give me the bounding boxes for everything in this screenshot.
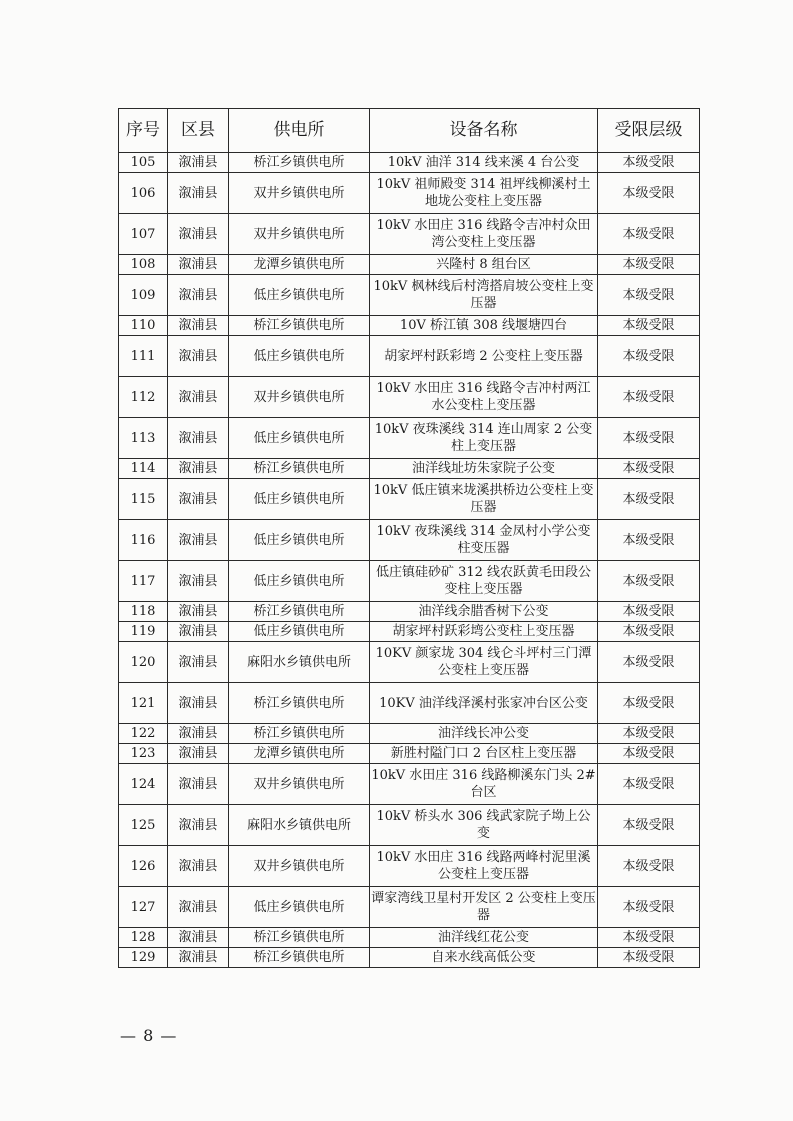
cell-county: 溆浦县: [168, 336, 229, 377]
cell-device: 自来水线高低公变: [370, 948, 598, 968]
cell-county: 溆浦县: [168, 418, 229, 459]
cell-county: 溆浦县: [168, 275, 229, 316]
cell-no: 128: [119, 928, 168, 948]
cell-county: 溆浦县: [168, 255, 229, 275]
table-row: [119, 173, 700, 214]
cell-station: 龙潭乡镇供电所: [229, 255, 370, 275]
cell-station: 低庄乡镇供电所: [229, 479, 370, 520]
cell-device: 低庄镇硅砂矿 312 线农跃黄毛田段公变柱上变压器: [370, 561, 598, 602]
cell-device: 油洋线红花公变: [370, 928, 598, 948]
cell-device: 胡家坪村跃彩塆公变柱上变压器: [370, 622, 598, 642]
cell-county: 溆浦县: [168, 928, 229, 948]
cell-station: 双井乡镇供电所: [229, 377, 370, 418]
table-row: [119, 724, 700, 744]
cell-station: 低庄乡镇供电所: [229, 418, 370, 459]
table-row: [119, 642, 700, 683]
cell-county: 溆浦县: [168, 948, 229, 968]
cell-no: 119: [119, 622, 168, 642]
cell-station: 龙潭乡镇供电所: [229, 744, 370, 764]
table-row: [119, 255, 700, 275]
cell-level: 本级受限: [598, 764, 700, 805]
cell-county: 溆浦县: [168, 153, 229, 173]
cell-county: 溆浦县: [168, 173, 229, 214]
cell-level: 本级受限: [598, 683, 700, 724]
cell-no: 115: [119, 479, 168, 520]
cell-county: 溆浦县: [168, 214, 229, 255]
cell-county: 溆浦县: [168, 561, 229, 602]
cell-no: 120: [119, 642, 168, 683]
cell-level: 本级受限: [598, 316, 700, 336]
cell-level: 本级受限: [598, 622, 700, 642]
cell-station: 桥江乡镇供电所: [229, 724, 370, 744]
cell-device: 10kV 祖师殿变 314 祖坪线柳溪村土地垅公变柱上变压器: [370, 173, 598, 214]
cell-level: 本级受限: [598, 928, 700, 948]
cell-device: 10kV 油洋 314 线来溪 4 台公变: [370, 153, 598, 173]
cell-level: 本级受限: [598, 275, 700, 316]
cell-device: 10KV 颜家垅 304 线仑斗坪村三门潭公变柱上变压器: [370, 642, 598, 683]
table-row: [119, 744, 700, 764]
cell-county: 溆浦县: [168, 805, 229, 846]
cell-device: 10kV 夜珠溪线 314 连山周家 2 公变柱上变压器: [370, 418, 598, 459]
cell-no: 117: [119, 561, 168, 602]
cell-no: 109: [119, 275, 168, 316]
cell-station: 桥江乡镇供电所: [229, 683, 370, 724]
cell-no: 113: [119, 418, 168, 459]
cell-station: 双井乡镇供电所: [229, 846, 370, 887]
cell-station: 低庄乡镇供电所: [229, 622, 370, 642]
cell-no: 118: [119, 602, 168, 622]
header-level: 受限层级: [598, 109, 700, 153]
cell-county: 溆浦县: [168, 764, 229, 805]
cell-no: 121: [119, 683, 168, 724]
cell-station: 桥江乡镇供电所: [229, 153, 370, 173]
cell-device: 10kV 水田庄 316 线路两峰村泥里溪公变柱上变压器: [370, 846, 598, 887]
table-row: [119, 418, 700, 459]
cell-county: 溆浦县: [168, 479, 229, 520]
cell-no: 107: [119, 214, 168, 255]
table-body: [119, 153, 700, 968]
cell-county: 溆浦县: [168, 744, 229, 764]
table-row: [119, 275, 700, 316]
cell-level: 本级受限: [598, 336, 700, 377]
table-row: [119, 214, 700, 255]
cell-no: 129: [119, 948, 168, 968]
table-row: [119, 764, 700, 805]
table-row: [119, 948, 700, 968]
cell-level: 本级受限: [598, 479, 700, 520]
cell-station: 双井乡镇供电所: [229, 173, 370, 214]
cell-level: 本级受限: [598, 418, 700, 459]
cell-level: 本级受限: [598, 173, 700, 214]
cell-level: 本级受限: [598, 459, 700, 479]
table-row: [119, 805, 700, 846]
cell-level: 本级受限: [598, 642, 700, 683]
cell-no: 125: [119, 805, 168, 846]
cell-device: 10kV 桥头水 306 线武家院子坳上公变: [370, 805, 598, 846]
cell-device: 10kV 水田庄 316 线路令吉冲村两江水公变柱上变压器: [370, 377, 598, 418]
cell-no: 124: [119, 764, 168, 805]
table-row: [119, 459, 700, 479]
cell-station: 低庄乡镇供电所: [229, 887, 370, 928]
cell-no: 110: [119, 316, 168, 336]
cell-station: 桥江乡镇供电所: [229, 316, 370, 336]
table-row: [119, 153, 700, 173]
cell-county: 溆浦县: [168, 887, 229, 928]
cell-county: 溆浦县: [168, 520, 229, 561]
cell-no: 114: [119, 459, 168, 479]
cell-level: 本级受限: [598, 724, 700, 744]
cell-device: 胡家坪村跃彩塆 2 公变柱上变压器: [370, 336, 598, 377]
header-county: 区县: [168, 109, 229, 153]
cell-device: 10kV 水田庄 316 线路柳溪东门头 2#台区: [370, 764, 598, 805]
cell-device: 10V 桥江镇 308 线堰塘四台: [370, 316, 598, 336]
cell-no: 127: [119, 887, 168, 928]
cell-station: 桥江乡镇供电所: [229, 459, 370, 479]
cell-station: 双井乡镇供电所: [229, 214, 370, 255]
cell-device: 油洋线余腊香树下公变: [370, 602, 598, 622]
cell-level: 本级受限: [598, 377, 700, 418]
cell-device: 兴隆村 8 组台区: [370, 255, 598, 275]
header-device: 设备名称: [370, 109, 598, 153]
restriction-table: [118, 108, 700, 968]
table-row: [119, 683, 700, 724]
table-row: [119, 846, 700, 887]
cell-no: 123: [119, 744, 168, 764]
cell-level: 本级受限: [598, 602, 700, 622]
cell-device: 10kV 水田庄 316 线路令吉冲村众田湾公变柱上变压器: [370, 214, 598, 255]
table-row: [119, 887, 700, 928]
cell-device: 油洋线长冲公变: [370, 724, 598, 744]
cell-level: 本级受限: [598, 846, 700, 887]
cell-level: 本级受限: [598, 744, 700, 764]
cell-county: 溆浦县: [168, 622, 229, 642]
cell-no: 108: [119, 255, 168, 275]
table-row: [119, 377, 700, 418]
cell-station: 低庄乡镇供电所: [229, 561, 370, 602]
table-row: [119, 316, 700, 336]
cell-county: 溆浦县: [168, 724, 229, 744]
cell-device: 10kV 夜珠溪线 314 金凤村小学公变柱变压器: [370, 520, 598, 561]
cell-level: 本级受限: [598, 805, 700, 846]
cell-no: 111: [119, 336, 168, 377]
cell-station: 低庄乡镇供电所: [229, 336, 370, 377]
cell-device: 油洋线址坊朱家院子公变: [370, 459, 598, 479]
cell-county: 溆浦县: [168, 642, 229, 683]
cell-county: 溆浦县: [168, 459, 229, 479]
cell-station: 桥江乡镇供电所: [229, 948, 370, 968]
table-row: [119, 479, 700, 520]
cell-device: 新胜村隘门口 2 台区柱上变压器: [370, 744, 598, 764]
cell-station: 麻阳水乡镇供电所: [229, 642, 370, 683]
table-row: [119, 561, 700, 602]
cell-no: 112: [119, 377, 168, 418]
cell-level: 本级受限: [598, 255, 700, 275]
header-no: 序号: [119, 109, 168, 153]
cell-device: 10kV 枫林线后村湾搭肩坡公变柱上变压器: [370, 275, 598, 316]
cell-county: 溆浦县: [168, 683, 229, 724]
page-number: — 8 —: [120, 1026, 178, 1045]
cell-no: 126: [119, 846, 168, 887]
cell-station: 桥江乡镇供电所: [229, 602, 370, 622]
cell-level: 本级受限: [598, 153, 700, 173]
table-row: [119, 928, 700, 948]
cell-no: 122: [119, 724, 168, 744]
cell-level: 本级受限: [598, 520, 700, 561]
cell-level: 本级受限: [598, 214, 700, 255]
cell-county: 溆浦县: [168, 316, 229, 336]
table-row: [119, 520, 700, 561]
table-row: [119, 336, 700, 377]
table-row: [119, 602, 700, 622]
cell-level: 本级受限: [598, 948, 700, 968]
cell-no: 105: [119, 153, 168, 173]
cell-station: 桥江乡镇供电所: [229, 928, 370, 948]
cell-station: 麻阳水乡镇供电所: [229, 805, 370, 846]
cell-county: 溆浦县: [168, 602, 229, 622]
cell-device: 10KV 油洋线泽溪村张家冲台区公变: [370, 683, 598, 724]
table-row: [119, 622, 700, 642]
cell-no: 116: [119, 520, 168, 561]
cell-level: 本级受限: [598, 887, 700, 928]
cell-station: 低庄乡镇供电所: [229, 520, 370, 561]
cell-station: 双井乡镇供电所: [229, 764, 370, 805]
cell-station: 低庄乡镇供电所: [229, 275, 370, 316]
cell-device: 10kV 低庄镇来垅溪拱桥边公变柱上变压器: [370, 479, 598, 520]
header-station: 供电所: [229, 109, 370, 153]
cell-no: 106: [119, 173, 168, 214]
cell-county: 溆浦县: [168, 377, 229, 418]
table-header-row: [119, 109, 700, 153]
cell-level: 本级受限: [598, 561, 700, 602]
cell-device: 谭家湾线卫星村开发区 2 公变柱上变压器: [370, 887, 598, 928]
cell-county: 溆浦县: [168, 846, 229, 887]
